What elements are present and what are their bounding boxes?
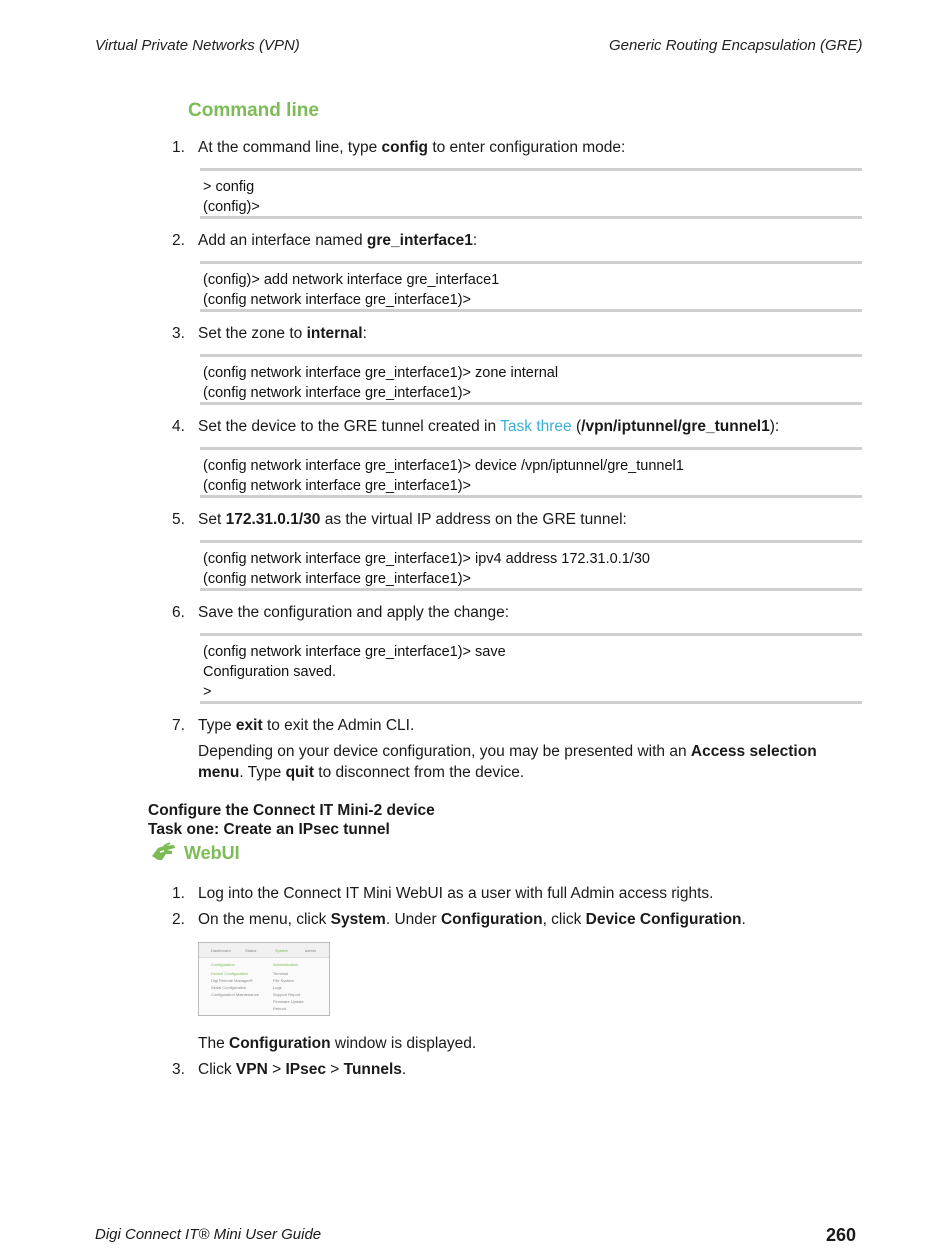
code-line: (config network interface gre_interface1)> device /vpn/iptunnel/gre_tunnel1 [203,458,684,474]
step-number: 2. [172,232,185,249]
code-line: (config network interface gre_interface1)> [203,292,471,308]
webui-heading [150,842,240,864]
webui-hand-icon [150,842,178,864]
code-block [200,168,862,219]
thumb-col1-title: Configuration [211,962,235,967]
step-number: 5. [172,511,185,528]
code-line: (config network interface gre_interface1)> [203,385,471,401]
step-text: Add an interface named gre_interface1: [198,232,478,249]
thumb-tab: Dashboard [211,948,231,953]
step-number: 6. [172,604,185,621]
thumb-col2-item: Logs [273,985,282,990]
code-line: (config network interface gre_interface1)> [203,478,471,494]
code-block [200,447,862,498]
code-line: Configuration saved. [203,664,336,680]
thumb-col2-item: Support Report [273,992,301,997]
code-block [200,261,862,312]
thumb-col2-item: Reboot [273,1006,286,1011]
task-heading: Task one: Create an IPsec tunnel [148,821,390,838]
step-text: On the menu, click System. Under Configuration, click Device Configuration. [198,911,746,928]
thumb-tab: admin [305,948,316,953]
thumb-col2-title: Administration [273,962,299,967]
step-text: Save the configuration and apply the change: [198,604,510,621]
system-menu-screenshot [198,942,330,1016]
step-text: Set the zone to internal: [198,325,367,342]
thumb-col2-item: Firmware Update [273,999,304,1004]
step-text: Click VPN > IPsec > Tunnels. [198,1061,407,1078]
code-line: (config network interface gre_interface1)> ipv4 address 172.31.0.1/30 [203,551,650,567]
code-line: > config [203,179,255,195]
code-line: (config network interface gre_interface1)> save [203,644,506,660]
page-number: 260 [826,1225,857,1245]
code-line: (config)> add network interface gre_interface1 [203,272,500,288]
thumb-tab: System [275,948,289,953]
page-header-left: Virtual Private Networks (VPN) [95,37,300,54]
thumb-tab: Status [245,948,257,953]
step-text: Set 172.31.0.1/30 as the virtual IP address on the GRE tunnel: [198,511,627,528]
step-number: 1. [172,885,185,902]
thumb-col2-item: File System [273,978,294,983]
footer-guide-title: Digi Connect IT® Mini User Guide [95,1226,322,1243]
section-title: Command line [188,100,319,121]
code-block [200,633,862,704]
code-line: (config network interface gre_interface1)> zone internal [203,365,559,381]
webui-title: WebUI [184,842,240,863]
thumb-col1-item: Configuration Maintenance [211,992,259,997]
thumb-col1-item: Device Configuration [211,971,249,976]
step-text: Log into the Connect IT Mini WebUI as a user with full Admin access rights. [198,885,714,902]
step-number: 2. [172,911,185,928]
thumb-col2-item: Terminal [273,971,289,976]
code-line: > [203,684,212,700]
step-text: At the command line, type config to enter configuration mode: [198,139,626,156]
config-window-note: The Configuration window is displayed. [198,1035,477,1052]
step-number: 1. [172,139,185,156]
step-number: 3. [172,1061,185,1078]
code-line: (config)> [203,199,260,215]
task-three-link[interactable]: Task three [500,418,572,435]
step-7-note: Depending on your device configuration, you may be presented with an Access selection menu. Type quit to disconnect from the device. [198,743,817,781]
thumb-col1-item: Digi Remote Manager® [211,978,253,983]
step-text: Set the device to the GRE tunnel created in Task three (/vpn/iptunnel/gre_tunnel1): [198,418,780,435]
step-number: 4. [172,418,185,435]
thumb-col1-item: Serial Configuration [211,985,247,990]
step-text: Type exit to exit the Admin CLI. [198,717,415,734]
code-block [200,540,862,591]
step-number: 7. [172,717,185,734]
code-line: (config network interface gre_interface1)> [203,571,471,587]
page-header-right: Generic Routing Encapsulation (GRE) [609,37,863,54]
configure-heading: Configure the Connect IT Mini-2 device [148,802,435,819]
code-block [200,354,862,405]
step-number: 3. [172,325,185,342]
